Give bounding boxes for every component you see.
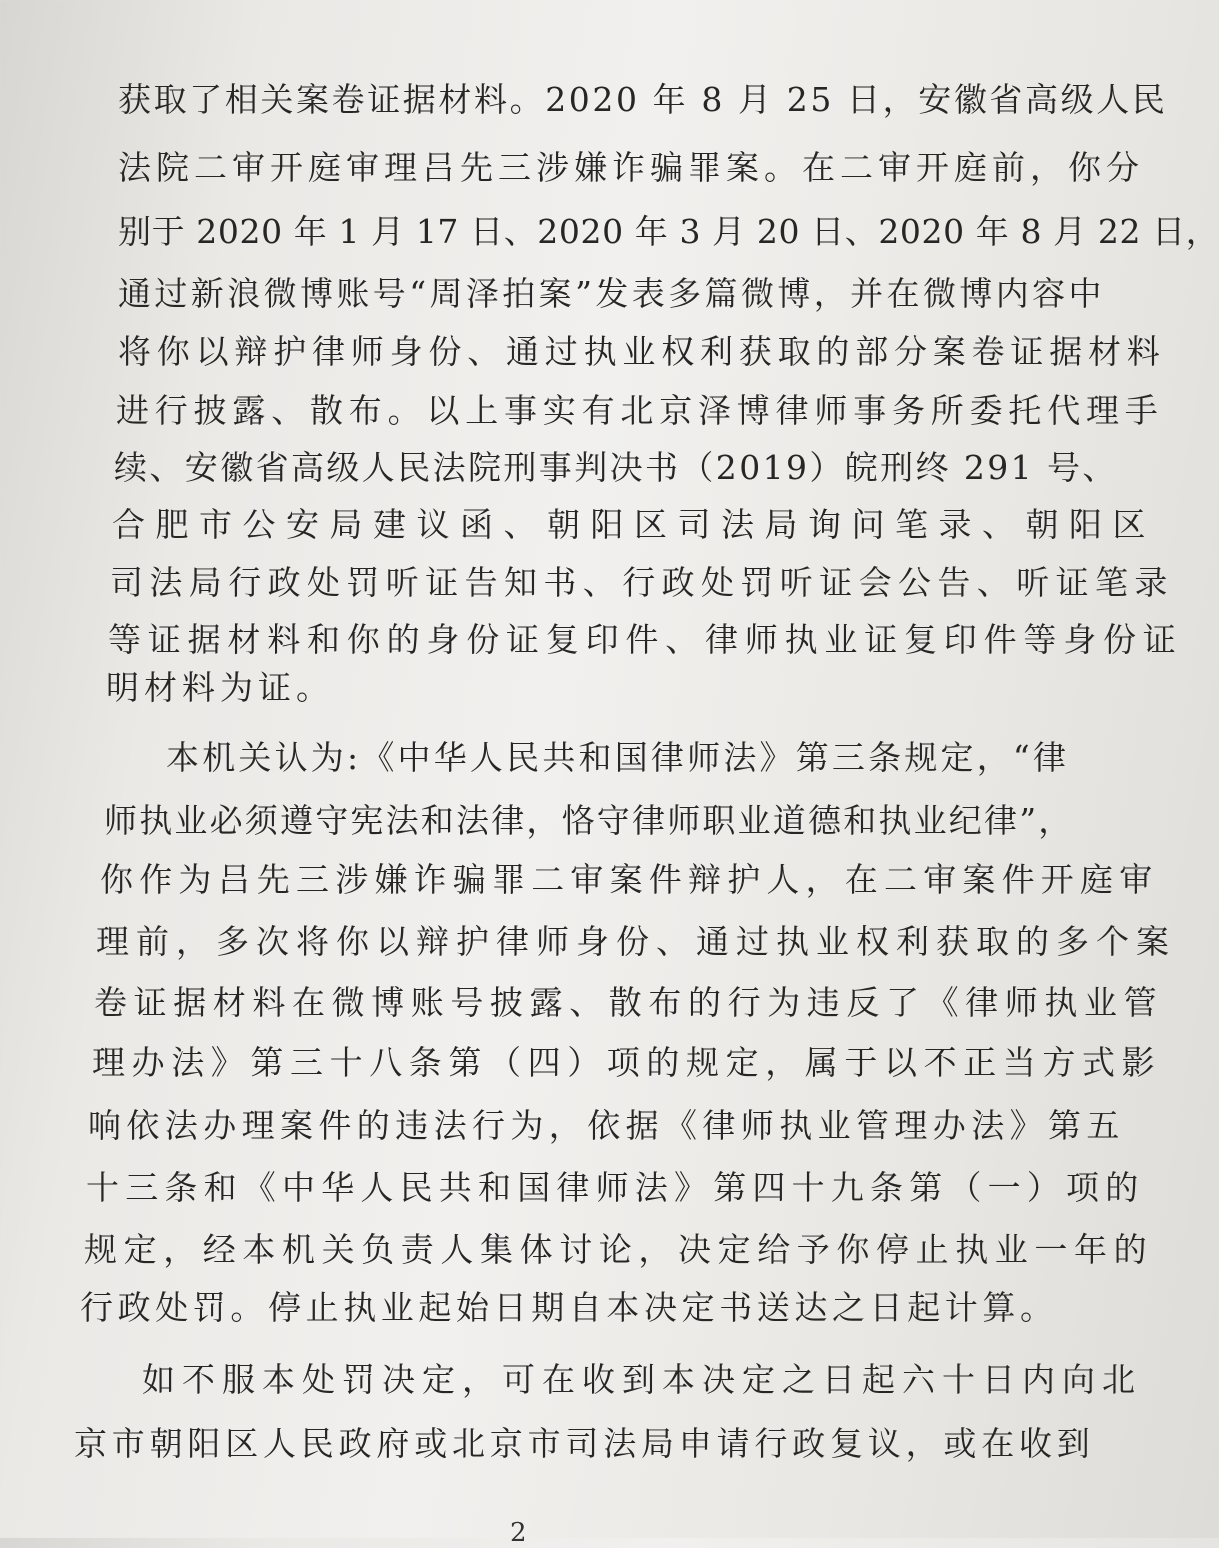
text-line: 司法局行政处罚听证告知书、行政处罚听证会公告、听证笔录 [110,563,1174,602]
text-line: 法院二审开庭审理吕先三涉嫌诈骗罪案。在二审开庭前，你分 [118,148,1144,187]
text-line: 合肥市公安局建议函、朝阳区司法局询问笔录、朝阳区 [112,505,1156,544]
text-line: 理办法》第三十八条第（四）项的规定，属于以不正当方式影 [92,1043,1162,1082]
text-line: 别于 2020 年 1 月 17 日、2020 年 3 月 20 日、2020 年 8 月 22 日， [118,212,1219,251]
text-line: 响依法办理案件的违法行为，依据《律师执业管理办法》第五 [88,1106,1125,1145]
text-line: 规定，经本机关负责人集体讨论，决定给予你停止执业一年的 [84,1230,1154,1269]
text-line: 你作为吕先三涉嫌诈骗罪二审案件辩护人，在二审案件开庭审 [100,860,1159,899]
text-line: 卷证据材料在微博账号披露、散布的行为违反了《律师执业管 [94,983,1164,1022]
text-line: 行政处罚。停止执业起始日期自本决定书送达之日起计算。 [80,1288,1058,1327]
text-line: 明材料为证。 [106,668,334,707]
text-line: 将你以辩护律师身份、通过执业权利获取的部分案卷证据材料 [118,332,1166,371]
text-line: 十三条和《中华人民共和国律师法》第四十九条第（一）项的 [86,1168,1145,1207]
text-line: 师执业必须遵守宪法和法律，恪守律师职业道德和执业纪律”， [104,801,1074,840]
text-line: 等证据材料和你的身份证复印件、律师执业证复印件等身份证 [108,620,1183,659]
text-line: 通过新浪微博账号“周泽拍案”发表多篇微博，并在微博内容中 [118,274,1105,313]
text-line: 获取了相关案卷证据材料。2020 年 8 月 25 日，安徽省高级人民 [118,80,1168,119]
text-line: 如不服本处罚决定，可在收到本决定之日起六十日内向北 [142,1360,1142,1399]
text-line: 续、安徽省高级人民法院刑事判决书（2019）皖刑终 291 号、 [114,448,1118,487]
page-number: 2 [510,1518,527,1548]
text-line: 本机关认为:《中华人民共和国律师法》第三条规定，“律 [166,738,1070,777]
text-line: 进行披露、散布。以上事实有北京泽博律师事务所委托代理手 [116,391,1164,430]
text-line: 理前，多次将你以辩护律师身份、通过执业权利获取的多个案 [96,922,1176,961]
text-line: 京市朝阳区人民政府或北京市司法局申请行政复议，或在收到 [74,1424,1095,1463]
